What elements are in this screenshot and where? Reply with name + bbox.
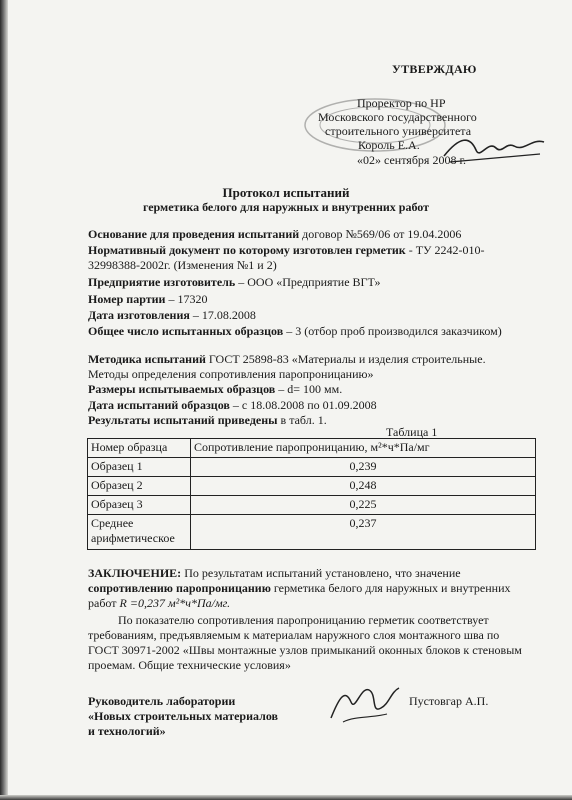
count-value: – 3 (отбор проб производился заказчиком): [283, 324, 502, 338]
table-cell-value: 0,225: [191, 496, 536, 515]
table-header-resistance: Сопротивление паропроницанию, м²*ч*Па/мг: [191, 439, 536, 458]
document-subtitle: герметика белого для наружных и внутренних работ: [142, 200, 430, 214]
document-title: Протокол испытаний: [222, 185, 350, 200]
basis-field: [88, 227, 528, 242]
normdoc-value: - ТУ 2242-010-32998388-2002г. (Изменения №1 и 2): [88, 243, 485, 272]
conclusion-bold: сопротивлению паропроницанию: [88, 581, 271, 595]
table-cell-name: Образец 1: [88, 458, 191, 477]
basis-label: Основание для проведения испытаний: [88, 227, 300, 241]
batch-field: [88, 292, 528, 307]
maker-value: – ООО «Предприятие ВГТ»: [235, 275, 381, 289]
conclusion-text1: По результатам испытаний установлено, что значение: [181, 566, 461, 580]
date-field: [88, 308, 528, 323]
testdate-label: Дата испытаний образцов: [88, 398, 230, 412]
size-label: Размеры испытываемых образцов: [88, 382, 276, 396]
approval-date: «02» сентября 2008 г.: [357, 153, 467, 167]
approval-name: Король Е.А.: [358, 138, 420, 152]
table-cell-value: 0,239: [191, 458, 536, 477]
size-field: [88, 382, 528, 397]
method-label: Методика испытаний: [88, 352, 206, 366]
count-label: Общее число испытанных образцов: [88, 324, 284, 338]
method-value: ГОСТ 25898-83 «Материалы и изделия строительные. Методы определения сопротивления паропроницанию»: [88, 352, 486, 381]
count-field: [88, 324, 528, 339]
footer-role: [88, 694, 278, 739]
table-cell-name: Образец 3: [88, 496, 191, 515]
results-value: в табл. 1.: [277, 413, 327, 427]
footer-role-line3: и технологий»: [88, 724, 166, 738]
results-table: [87, 438, 536, 550]
table-row: [88, 477, 536, 496]
footer-role-line2: «Новых строительных материалов: [88, 709, 279, 723]
date-value: – 17.08.2008: [189, 308, 256, 322]
approval-position: Проректор по НР: [357, 96, 446, 110]
approval-university-line1: Московского государственного: [318, 110, 477, 124]
table-row: [88, 515, 536, 550]
normdoc-label: Нормативный документ по которому изготовлен герметик: [88, 243, 406, 257]
scan-edge-bottom: [0, 795, 572, 800]
results-label: Результаты испытаний приведены: [88, 413, 278, 427]
conclusion-text2: герметика белого для наружных и внутренних работ: [88, 581, 511, 610]
table-cell-value: 0,248: [191, 477, 536, 496]
testdate-value: – с 18.08.2008 по 01.09.2008: [229, 398, 377, 412]
results-field: [88, 413, 528, 428]
normdoc-field: [88, 243, 528, 273]
table-row: [88, 458, 536, 477]
table-cell-value: 0,237: [191, 515, 536, 550]
size-value: – d= 100 мм.: [275, 382, 343, 396]
conclusion-paragraph-2: По показателю сопротивления паропроницанию герметик соответствует требованиям, предъявляемым к материалам наружного слоя монтажного шва по ГОСТ 30971-2002 «Швы монтажные узлов примыканий оконных блоков к стеновым проемам. Общие технические условия»: [88, 613, 522, 672]
maker-label: Предприятие изготовитель: [88, 275, 236, 289]
method-field: [88, 352, 528, 382]
conclusion-formula: R =0,237 м²*ч*Па/мг.: [119, 596, 231, 610]
approval-university-line2: строительного университета: [325, 124, 472, 138]
testdate-field: [88, 398, 528, 413]
approval-heading: УТВЕРЖДАЮ: [392, 62, 477, 76]
rector-signature: [440, 128, 548, 168]
conclusion-paragraph: [88, 566, 533, 611]
table-cell-name: Образец 2: [88, 477, 191, 496]
footer-role-line1: Руководитель лаборатории: [88, 694, 236, 708]
batch-label: Номер партии: [88, 292, 166, 306]
date-label: Дата изготовления: [88, 308, 190, 322]
table-header-row: [88, 439, 536, 458]
basis-value: договор №569/06 от 19.04.2006: [299, 227, 462, 241]
table-cell-name: Среднее арифметическое: [88, 515, 191, 550]
approval-block: [0, 0, 572, 180]
batch-value: – 17320: [165, 292, 208, 306]
head-signature: [325, 678, 405, 728]
maker-field: [88, 275, 528, 290]
table-row: [88, 496, 536, 515]
footer-name: Пустовгар А.П.: [409, 694, 489, 708]
table-header-sample: Номер образца: [88, 439, 191, 458]
conclusion-label: ЗАКЛЮЧЕНИЕ:: [88, 566, 182, 580]
table-caption: Таблица 1: [386, 425, 438, 439]
